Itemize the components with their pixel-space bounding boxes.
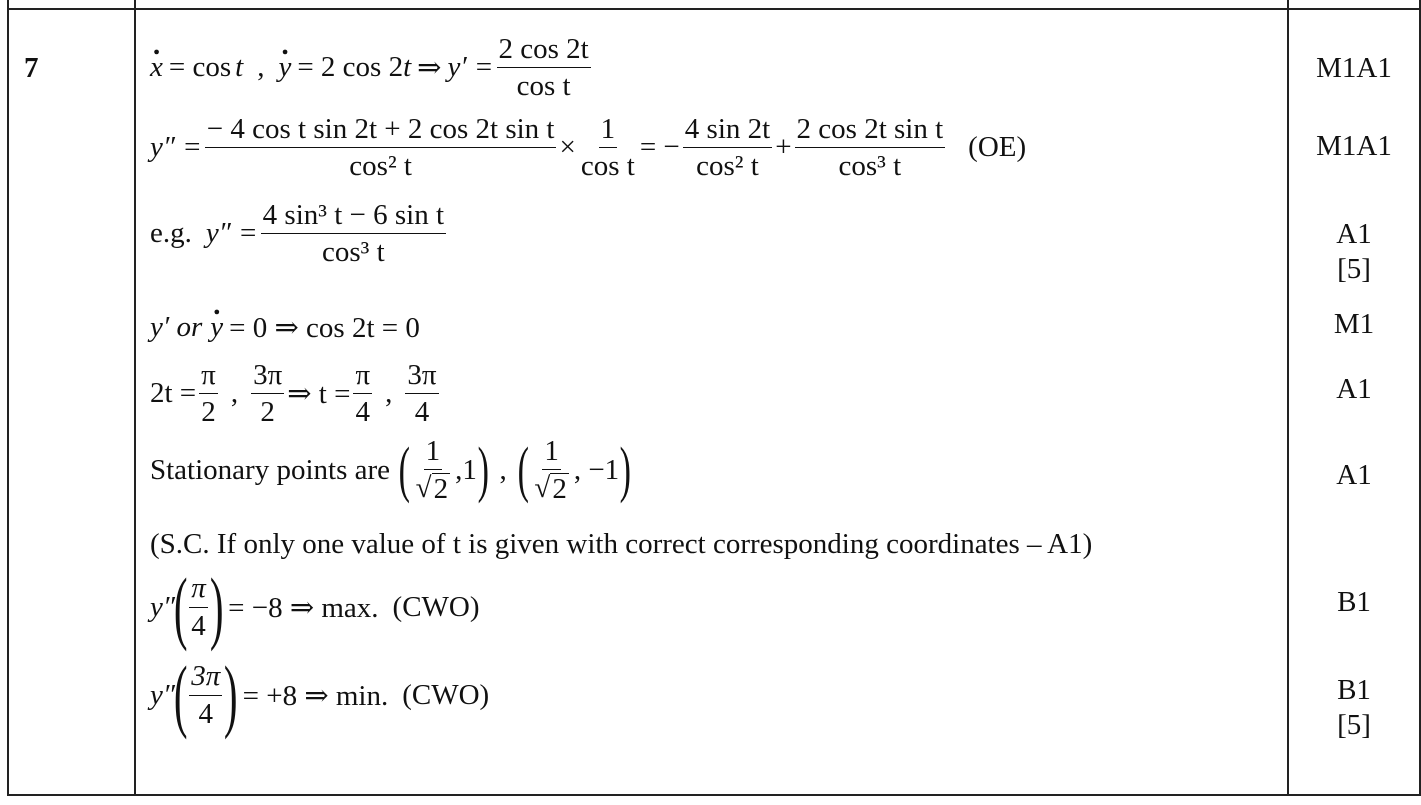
left-paren: ( [517,436,529,505]
table-left-border [7,0,9,796]
plus: + [775,131,792,164]
denominator [414,470,452,504]
solution-line-2 [150,114,1026,182]
numerator: π [189,573,208,607]
fraction-pi-4 [353,360,372,428]
solution-line-9 [150,649,490,740]
y-dot: y . [278,51,291,84]
fraction-3pi-2 [251,360,284,428]
mark-3-total: [5] [1337,253,1371,285]
mark-3: A1 [1336,218,1372,250]
denominator: 4 [198,697,214,730]
denominator: cos t [516,70,571,103]
table-divider-question [134,0,136,796]
mark-6: A1 [1336,459,1372,491]
y-dot: y . [210,311,223,344]
mark-1: M1A1 [1316,52,1392,84]
radicand: 2 [552,473,567,506]
coord-y2: , −1 [573,453,620,486]
times: × [559,131,576,164]
numerator: − 4 cos t sin 2t + 2 cos 2t sin t [205,114,557,148]
fraction-pi-2 [199,360,218,428]
eg-prefix: e.g. [150,217,192,250]
mark-8: B1 [1337,586,1371,618]
numerator: π [353,360,372,394]
numerator: π [199,360,218,394]
right-paren: ) [209,561,224,652]
y-double-prime: y″ = [205,217,258,250]
denominator: 2 [260,396,275,429]
y-double-prime: y″ [150,590,175,623]
fraction-eg [261,200,446,268]
y-double-prime: y″ = [150,131,202,164]
denominator: 4 [355,396,371,429]
solution-line-1 [150,34,594,102]
numerator: 3π [405,360,438,394]
question-number: 7 [24,52,39,84]
stationary-points-text: Stationary points are [150,453,391,486]
mark-2: M1A1 [1316,130,1392,162]
mark-5: A1 [1336,373,1372,405]
solution-line-8 [150,561,480,652]
var-t-2: t [403,51,412,84]
right-paren: ) [619,436,632,505]
solution-line-7 [150,528,1092,561]
special-case-note: (S.C. If only one value of t is given with correct corresponding coordinates – A1) [150,528,1093,560]
fraction-yprime [497,34,591,102]
note-oe: (OE) [968,131,1027,164]
comma: , [257,51,265,84]
comma: , [499,453,507,486]
numerator: 1 [424,436,443,470]
numerator: 4 sin 2t [683,114,772,148]
comma: , [385,377,393,410]
denominator: cos³ t [838,150,902,183]
denominator: 2 [201,396,216,429]
sqrt: √ 2 [415,472,449,506]
var-t: t [235,51,244,84]
coord-y1: ,1 [455,453,477,486]
table-top-rule [7,8,1421,10]
numerator: 3π [189,661,222,695]
eq-2cos2: = 2 cos 2 [297,51,404,84]
fraction-pi-4 [189,573,208,641]
fraction-1-root2-b [532,436,570,505]
radicand: 2 [433,473,449,506]
equals-minus: = − [639,131,680,164]
fraction-3 [683,114,772,182]
numerator: 2 cos 2t [497,34,591,68]
solution-line-5 [150,360,442,428]
comma: , [230,377,239,410]
fraction-2 [579,114,637,182]
fraction-1 [205,114,557,182]
left-paren: ( [173,561,188,652]
numerator: 1 [599,114,618,148]
mark-9: B1 [1337,674,1371,706]
implies-t: ⇒ t = [287,378,351,411]
numerator: 2 cos 2t sin t [795,114,946,148]
solution-line-4 [150,310,420,345]
numerator: 4 sin³ t − 6 sin t [261,200,446,234]
cos2t-eq: = 0 ⇒ cos 2t = 0 [229,312,420,344]
denominator: 4 [414,396,430,429]
implies: ⇒ [417,52,442,85]
solution-line-6 [150,436,632,505]
result-max: = −8 ⇒ max. [228,591,379,624]
denominator: 4 [191,609,206,642]
left-paren: ( [398,436,411,505]
numerator: 1 [542,436,561,470]
denominator [532,470,570,504]
denominator: cos² t [696,150,759,183]
solution-line-3 [150,200,449,268]
fraction-1-root2 [414,436,452,505]
numerator: 3π [251,360,284,394]
result-min: = +8 ⇒ min. [242,679,389,712]
denominator: cos³ t [322,236,385,269]
fraction-3pi-4 [405,360,438,428]
left-paren: ( [173,649,188,740]
y-prime-or: y′ or [150,311,203,343]
x-dot: x . [150,51,163,84]
denominator: cos t [580,150,635,183]
y-double-prime: y″ [150,678,175,711]
denominator: cos² t [349,150,412,183]
eq-cos: = cos [168,51,232,84]
sqrt: √ 2 [534,472,567,506]
fraction-3pi-4 [189,661,222,729]
lhs-2t: 2t = [150,377,197,410]
fraction-4 [795,114,946,182]
mark-4: M1 [1333,308,1375,340]
y-prime: y′ = [447,51,494,84]
mark-9-total: [5] [1337,709,1371,741]
note-cwo: (CWO) [402,678,490,711]
note-cwo: (CWO) [392,590,480,623]
right-paren: ) [224,649,238,740]
right-paren: ) [477,436,489,505]
table-bottom-rule [7,794,1421,796]
